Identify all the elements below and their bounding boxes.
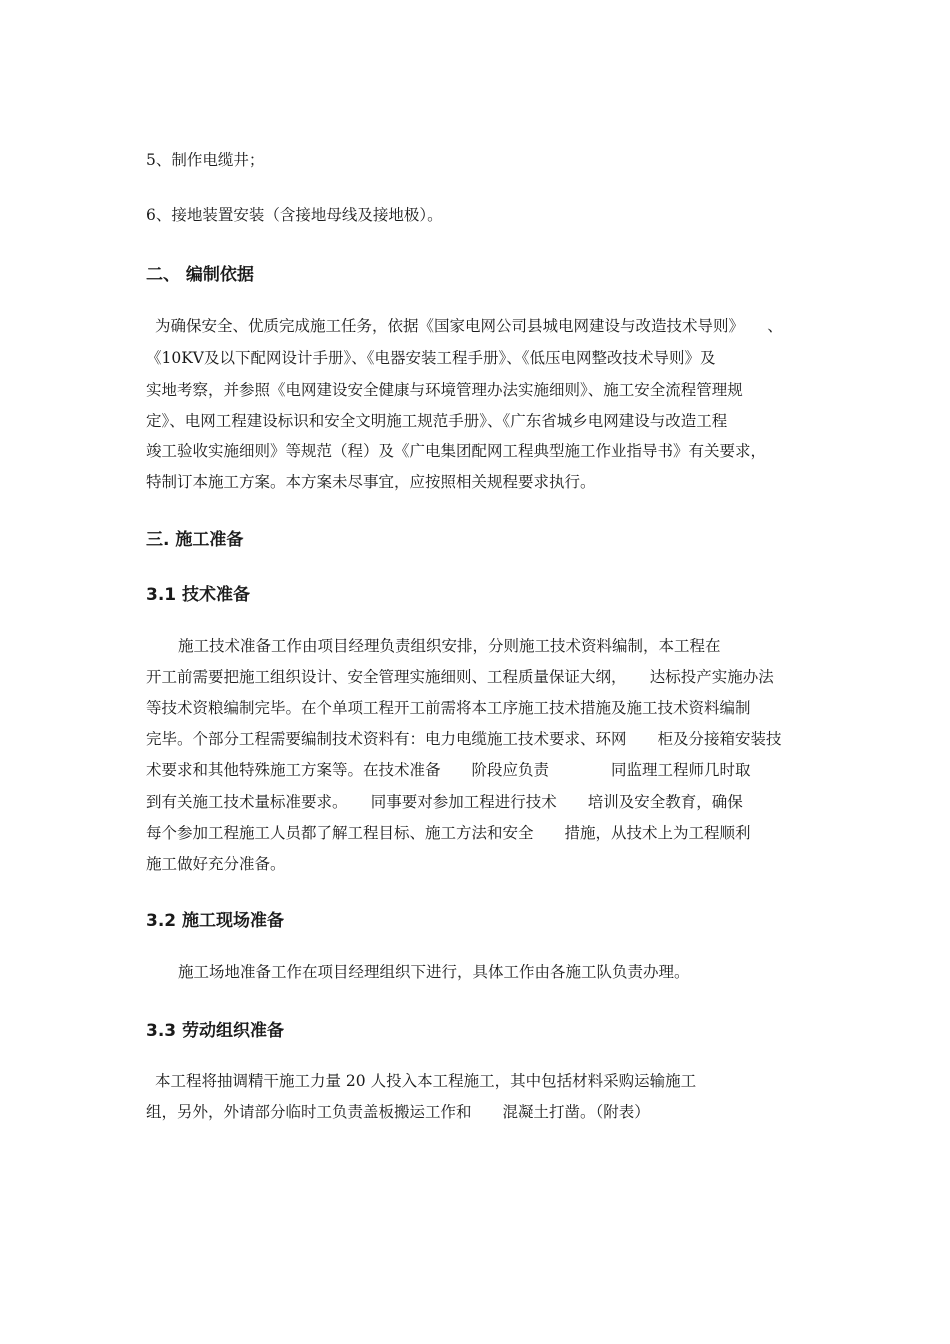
section-3-3-paragraph-line: 本工程将抽调精干施工力量 20 人投入本工程施工，其中包括材料采购运输施工 <box>155 1072 697 1090</box>
section-2-paragraph-line: 实地考察，并参照《电网建设安全健康与环境管理办法实施细则》、施工安全流程管理规 <box>146 381 743 399</box>
section-2-heading: 二、 编制依据 <box>146 265 254 285</box>
section-3-1-paragraph-line: 术要求和其他特殊施工方案等。在技术准备 阶段应负责 同监理工程师几时取 <box>146 761 751 779</box>
section-3-2-paragraph: 施工场地准备工作在项目经理组织下进行，具体工作由各施工队负责办理。 <box>178 963 690 981</box>
section-3-1-paragraph-line: 等技术资粮编制完毕。在个单项工程开工前需将本工序施工技术措施及施工技术资料编制 <box>146 699 751 717</box>
section-3-1-paragraph-line: 施工做好充分准备。 <box>146 855 286 873</box>
section-3-3-heading: 3.3 劳动组织准备 <box>146 1021 285 1041</box>
section-2-paragraph-line: 竣工验收实施细则》等规范（程）及《广电集团配网工程典型施工作业指导书》有关要求， <box>146 442 767 460</box>
section-3-1-paragraph-line: 到有关施工技术量标准要求。 同事要对参加工程进行技术 培训及安全教育，确保 <box>146 793 743 811</box>
section-3-1-paragraph-line: 完毕。个部分工程需要编制技术资料有：电力电缆施工技术要求、环网 柜及分接箱安装技 <box>146 730 782 748</box>
section-3-1-paragraph-line: 施工技术准备工作由项目经理负责组织安排，分则施工技术资料编制，本工程在 <box>178 637 721 655</box>
section-2-paragraph-line: 特制订本施工方案。本方案未尽事宜，应按照相关规程要求执行。 <box>146 473 596 491</box>
list-item-5: 5、制作电缆井； <box>146 151 265 169</box>
section-2-paragraph-line: 定》、电网工程建设标识和安全文明施工规范手册》、《广东省城乡电网建设与改造工程 <box>146 412 728 430</box>
section-3-2-heading: 3.2 施工现场准备 <box>146 911 285 931</box>
section-3-heading: 三. 施工准备 <box>146 530 244 550</box>
section-2-paragraph-line: 《10KV及以下配网设计手册》、《电器安装工程手册》、《低压电网整改技术导则》及 <box>146 349 716 367</box>
section-2-paragraph-line: 为确保安全、优质完成施工任务，依据《国家电网公司县城电网建设与改造技术导则》 、 <box>155 317 783 335</box>
section-3-1-paragraph-line: 每个参加工程施工人员都了解工程目标、施工方法和安全 措施，从技术上为工程顺利 <box>146 824 751 842</box>
section-3-1-paragraph-line: 开工前需要把施工组织设计、安全管理实施细则、工程质量保证大纲， 达标投产实施办法 <box>146 668 774 686</box>
section-3-1-heading: 3.1 技术准备 <box>146 585 251 605</box>
section-3-3-paragraph-line: 组，另外，外请部分临时工负责盖板搬运工作和 混凝土打凿。（附表） <box>146 1103 650 1121</box>
list-item-6: 6、接地装置安装（含接地母线及接地极）。 <box>146 206 443 224</box>
